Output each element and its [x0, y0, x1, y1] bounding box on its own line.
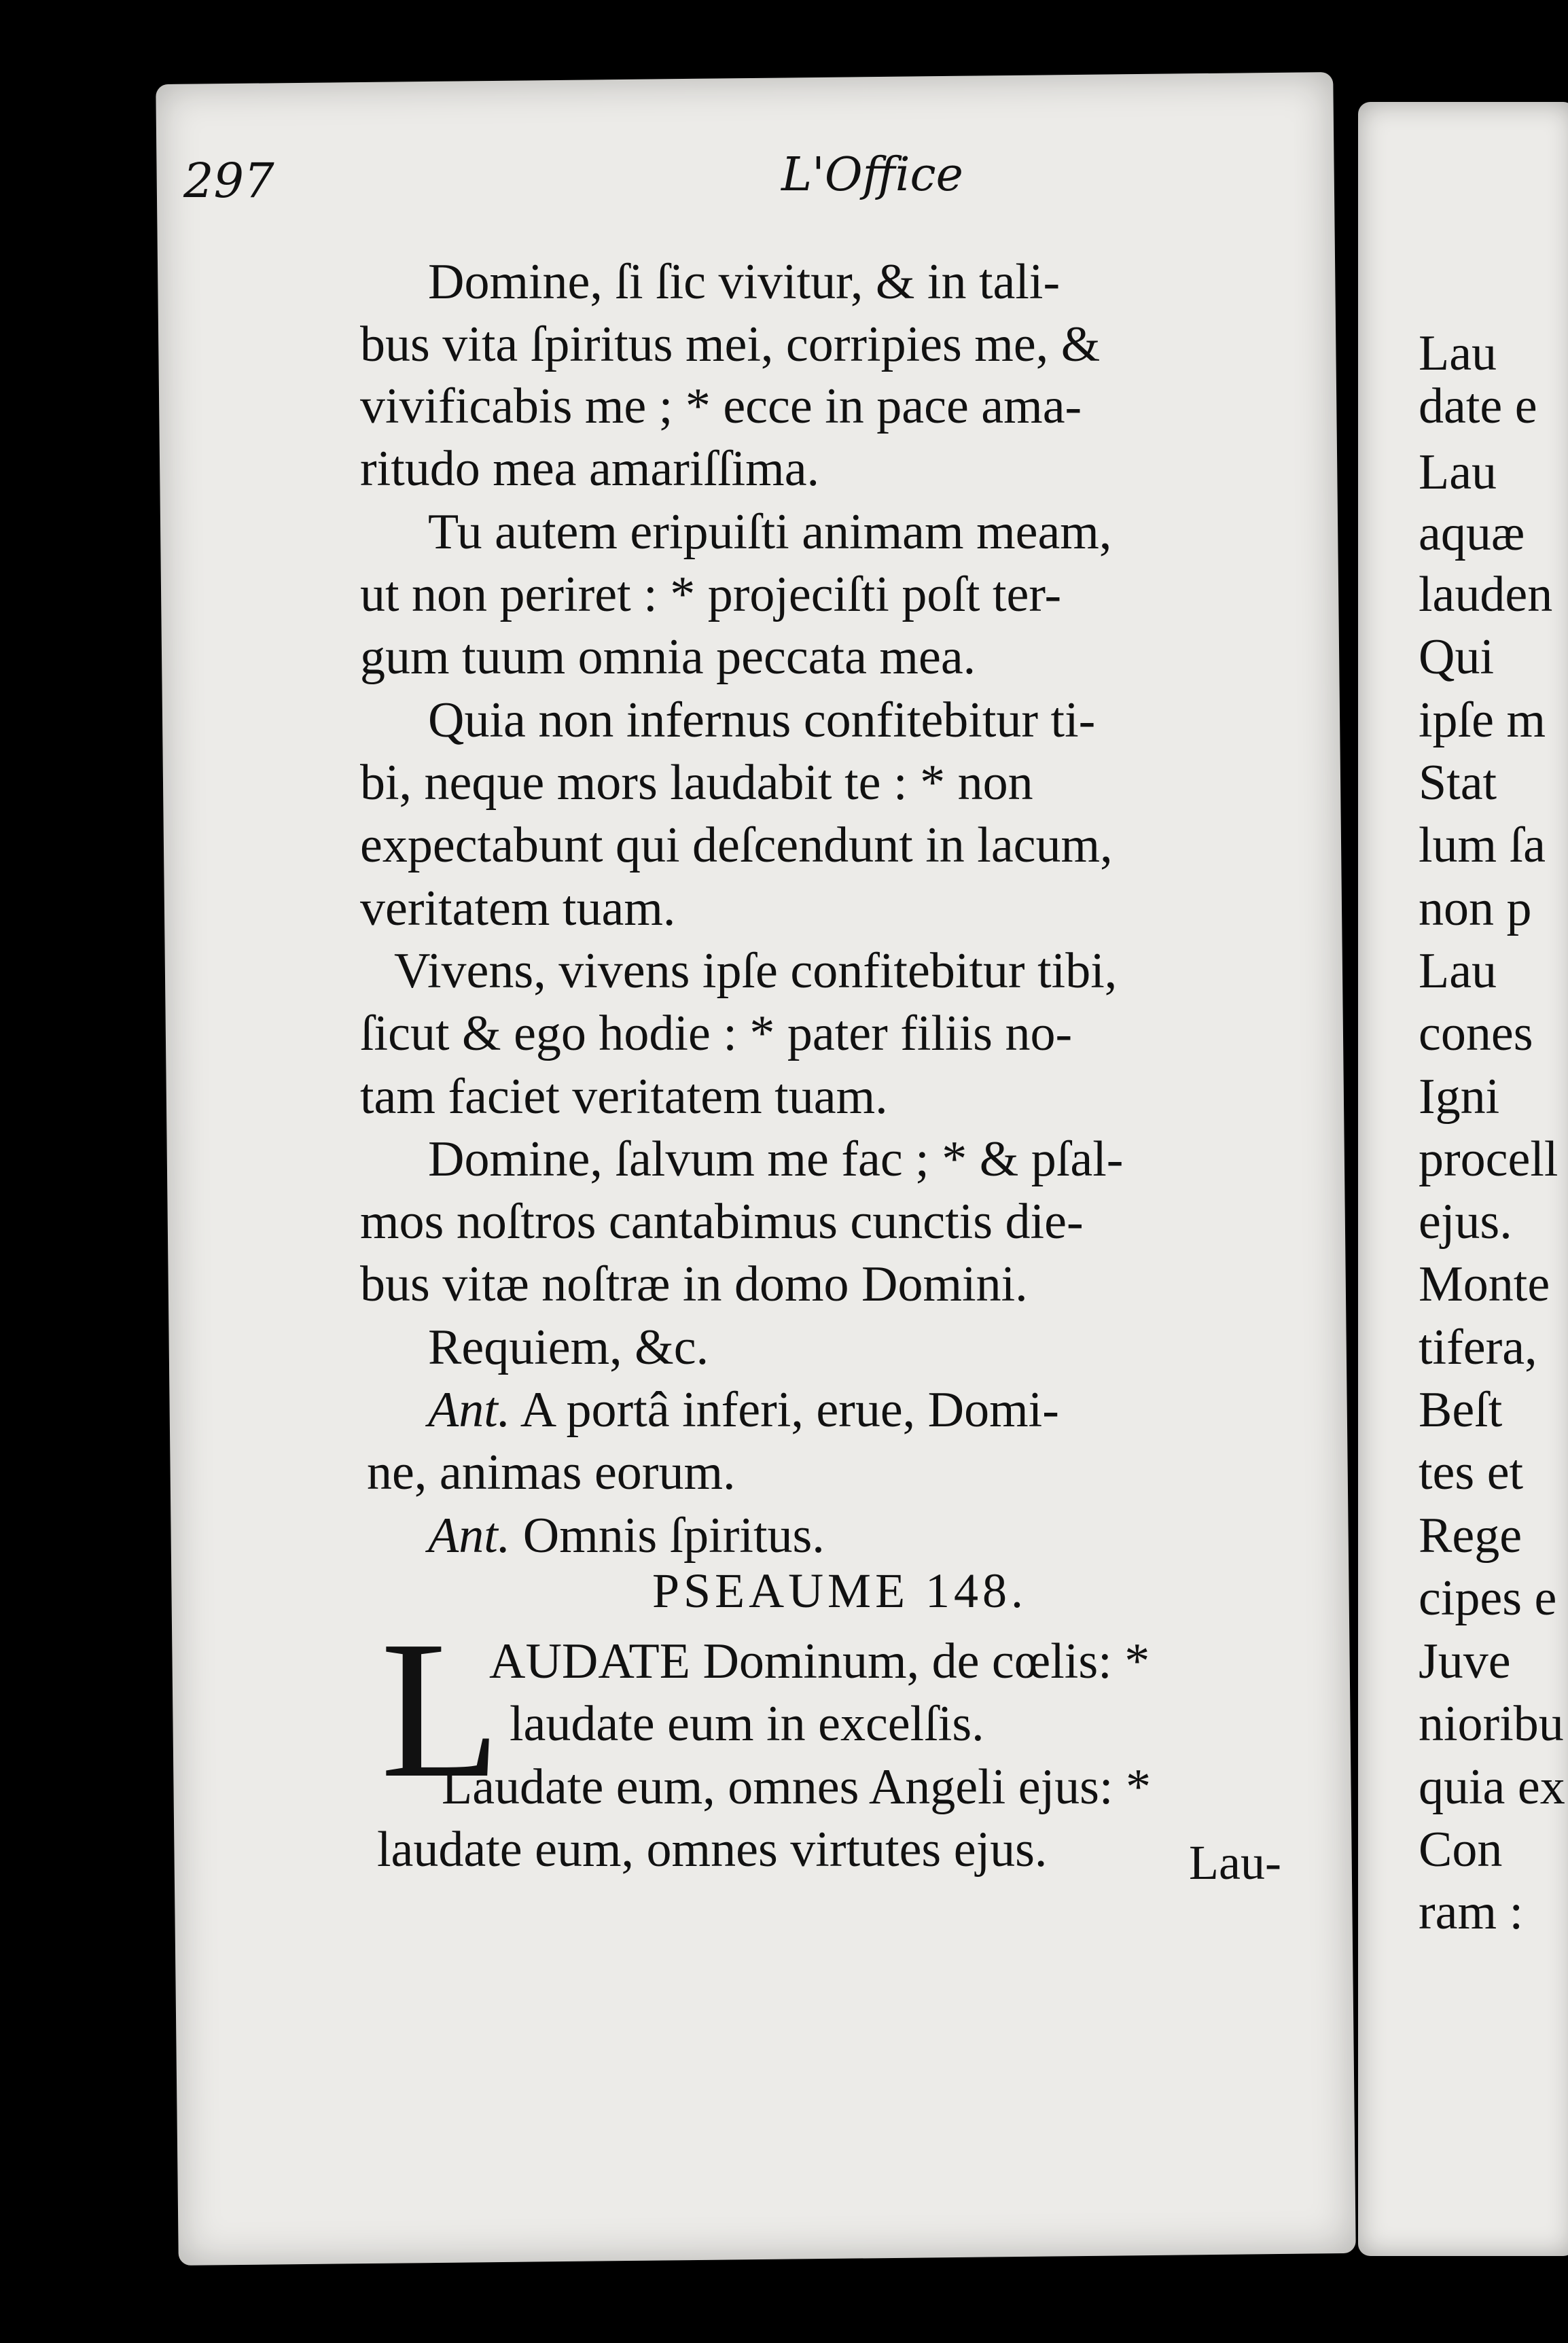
right-text-line: ipſe m — [1419, 692, 1546, 748]
running-head: L'Office — [781, 148, 963, 202]
right-text-line: Qui — [1419, 629, 1494, 685]
right-text-line: lum ſa — [1419, 817, 1546, 873]
text-line: Quia non infernus confitebitur ti- — [428, 692, 1096, 748]
antiphon-2 — [428, 1505, 825, 1566]
right-text-line: tes et — [1419, 1445, 1524, 1500]
text-line: mos noſtros cantabimus cunctis die- — [360, 1194, 1084, 1250]
right-text-line: Con — [1419, 1822, 1503, 1878]
right-text-line: ejus. — [1419, 1194, 1512, 1250]
right-text-line: Lau — [1419, 943, 1497, 999]
text-line: ſicut & ego hodie : * pater filiis no- — [360, 1006, 1073, 1061]
text-line: Requiem, &c. — [428, 1320, 709, 1375]
text-line: AUDATE Dominum, de cœlis: * — [489, 1634, 1150, 1689]
text-line: Laudate eum, omnes Angeli ejus: * — [442, 1759, 1151, 1815]
right-text-line: date e — [1419, 378, 1537, 434]
text-line: vivificabis me ; * ecce in pace ama- — [360, 378, 1082, 434]
antiphon-label: Ant. — [428, 1382, 511, 1438]
antiphon-text: A portâ inferi, erue, Domi- — [520, 1382, 1059, 1438]
text-line: gum tuum omnia peccata mea. — [360, 629, 976, 685]
right-text-line: Monte — [1419, 1256, 1550, 1312]
right-text-line: Beſt — [1419, 1382, 1503, 1438]
text-line: laudate eum, omnes virtutes ejus. — [377, 1822, 1048, 1878]
text-line: veritatem tuam. — [360, 881, 676, 936]
text-line: ne, animas eorum. — [367, 1445, 736, 1500]
text-line: Domine, ſalvum me fac ; * & pſal- — [428, 1131, 1124, 1187]
antiphon-label: Ant. — [428, 1508, 511, 1564]
right-text-line: Juve — [1419, 1634, 1511, 1689]
right-text-line: Igni — [1419, 1069, 1500, 1125]
right-text-line: Rege — [1419, 1508, 1522, 1564]
right-text-line: nioribu — [1419, 1696, 1564, 1752]
psalm-heading: PSEAUME 148. — [652, 1564, 1028, 1618]
right-text-line: non p — [1419, 881, 1532, 936]
text-line: ritudo mea amariſſima. — [360, 441, 820, 497]
text-line: tam faciet veritatem tuam. — [360, 1069, 888, 1125]
page-number: 297 — [183, 153, 274, 209]
antiphon-text: Omnis ſpiritus. — [522, 1508, 825, 1564]
right-text-line: aquæ — [1419, 506, 1525, 561]
drop-cap: L — [380, 1600, 501, 1818]
text-line: bus vitæ noſtræ in domo Domini. — [360, 1256, 1028, 1312]
antiphon-1 — [428, 1379, 1059, 1441]
right-text-line: Lau — [1419, 444, 1497, 500]
right-text-line: cipes e — [1419, 1570, 1557, 1626]
right-text-line: tifera, — [1419, 1320, 1537, 1375]
text-line: bus vita ſpiritus mei, corripies me, & — [360, 317, 1101, 372]
text-line: expectabunt qui deſcendunt in lacum, — [360, 817, 1113, 873]
right-text-line: ram : — [1419, 1884, 1524, 1940]
text-line: Domine, ſi ſic vivitur, & in tali- — [428, 254, 1061, 310]
right-text-line: procell — [1419, 1131, 1558, 1187]
right-text-line: Lau — [1419, 325, 1497, 381]
right-text-line: cones — [1419, 1006, 1533, 1061]
right-text-line: quia ex — [1419, 1759, 1565, 1815]
text-line: Tu autem eripuiſti animam meam, — [428, 504, 1112, 560]
right-text-line: lauden — [1419, 567, 1553, 622]
text-line: ut non periret : * projeciſti poſt ter- — [360, 567, 1062, 622]
text-line: laudate eum in excelſis. — [510, 1696, 984, 1752]
text-line: bi, neque mors laudabit te : * non — [360, 755, 1033, 811]
catchword: Lau- — [1189, 1835, 1281, 1890]
right-text-line: Stat — [1419, 755, 1497, 811]
text-line: Vivens, vivens ipſe confitebitur tibi, — [394, 943, 1118, 999]
